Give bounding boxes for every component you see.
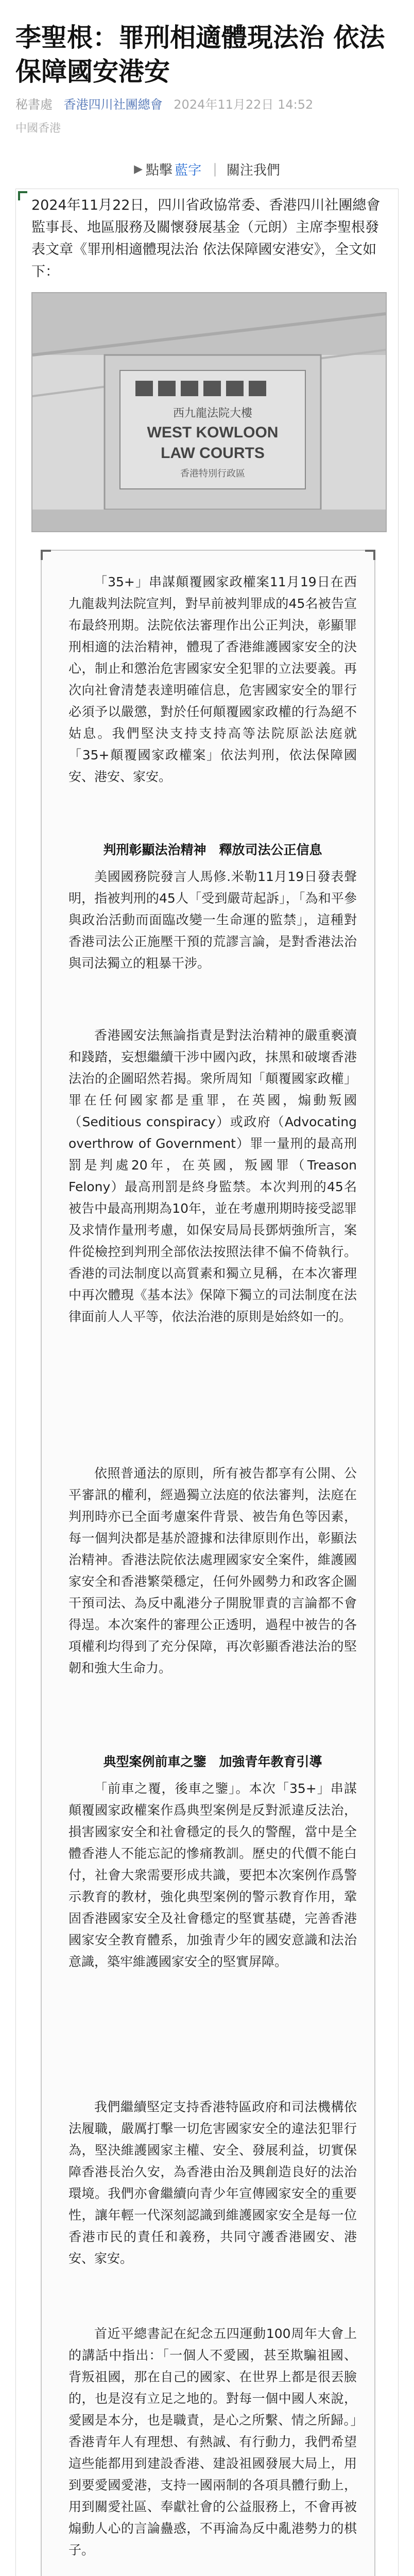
play-arrow-icon: ▶ bbox=[134, 162, 143, 176]
account-link[interactable]: 香港四川社團總會 bbox=[63, 97, 163, 112]
article-body-box bbox=[41, 550, 375, 2576]
publish-location: 中國香港 bbox=[15, 122, 61, 135]
article-meta bbox=[15, 96, 399, 113]
follow-action[interactable]: 關注我們 bbox=[226, 162, 280, 178]
paragraph: 「35+」串謀顛覆國家政權案11月19日在西九龍裁判法院宣判，對早前被判罪成的45名被告宣布最終刑期。法院依法審理作出公正判決，彰顯罪刑相適的法治精神，體現了香港維護國家安全的決心，制止和懲治危害國家安全犯罪的立法要義。再次向社會清楚表達明確信息，危害國家安全的罪行必須予以嚴懲，對於任何顛覆國家政權的行為絕不姑息。我們堅決支持支持高等法院原訟法庭就「35+顛覆國家政權案」依法判刑，依法保障國安、港安、家安。 bbox=[68, 574, 357, 784]
article-intro: 2024年11月22日，四川省政協常委、香港四川社團總會監事長、地區服務及關懷發展基金（元朗）主席李聖根發表文章《罪刑相適體現法治 依法保障國安港安》，全文如下： bbox=[31, 197, 381, 280]
sign-text-line2: 西九龍法院大樓 bbox=[173, 407, 253, 420]
sign-text-line1: 香港特別行政區 bbox=[180, 468, 245, 479]
corner-decoration bbox=[18, 191, 27, 200]
court-photo-illustration bbox=[32, 293, 386, 531]
article-content-box bbox=[15, 189, 399, 2576]
section-heading: 典型案例前車之鑒 加強青年教育引導 bbox=[103, 1754, 322, 1769]
article-author: 秘書處 bbox=[15, 97, 53, 112]
paragraph: 依照普通法的原則，所有被告都享有公開、公平審訊的權利，經過獨立法庭的依法審判，法庭在判刑時亦已全面考慮案件背景、被告角色等因素，每一個判決都是基於證據和法律原則作出，彰顯法治精神。香港法院依法處理國家安全案件，維護國家安全和香港繁榮穩定，任何外國勢力和政客企圖干預司法、為反中亂港分子開脫罪責的言論都不會得逞。本次案件的審理公正透明，過程中被告的各項權利均得到了充分保障，再次彰顯香港法治的堅韌和強大生命力。 bbox=[68, 1466, 357, 1675]
paragraph: 美國國務院發言人馬修.米勒11月19日發表聲明，指被判刑的45人「受到嚴苛起訴」，「為和平參與政治活動而面臨改變一生命運的監禁」，這種對香港司法公正施壓干預的荒謬言論，是對香港法治與司法獨立的粗暴干涉。 bbox=[68, 869, 357, 971]
follow-bar bbox=[15, 155, 399, 183]
box-corner bbox=[365, 550, 375, 560]
sign-text-line3: WEST KOWLOON bbox=[147, 424, 279, 441]
blue-text-link[interactable]: 藍字 bbox=[175, 162, 202, 178]
sign-text-line4: LAW COURTS bbox=[161, 445, 265, 462]
paragraph: 首近平總書記在紀念五四運動100周年大會上的講話中指出：「一個人不愛國，甚至欺騙祖國、背叛祖國，那在自己的國家、在世界上都是很丟臉的，也是沒有立足之地的。對每一個中國人來說，愛國是本分，也是職責，是心之所繫、情之所歸。」香港青年人有理想、有熱誠、有行動力，我們希望這些能都用到建設香港、建設祖國發展大局上，用到要愛國愛港，支持一國兩制的各項具體行動上，用到關愛社區、奉獻社會的公益服務上，不會再被煽動人心的言論蠱惑，不再淪為反中亂港勢力的棋子。 bbox=[68, 2326, 357, 2557]
follow-divider: | bbox=[213, 161, 217, 177]
follow-prefix: 點擊 bbox=[146, 162, 173, 178]
section-heading: 判刑彰顯法治精神 釋放司法公正信息 bbox=[103, 842, 322, 857]
paragraph: 我們繼續堅定支持香港特區政府和司法機構依法履職，嚴厲打擊一切危害國家安全的違法犯罪行為，堅決維護國家主權、安全、發展利益，切實保障香港長治久安，為香港由治及興創造良好的法治環境。我們亦會繼續向青少年宣傳國家安全的重要性，讓年輕一代深刻認識到維護國家安全是每一位香港市民的責任和義務，共同守護香港國安、港安、家安。 bbox=[68, 2099, 357, 2266]
article-title: 李聖根：罪刑相適體現法治 依法保障國安港安 bbox=[15, 23, 385, 87]
paragraph: 「前車之覆，後車之鑒」。本次「35+」串謀顛覆國家政權案作爲典型案例是反對派違反法治，損害國家安全和社會穩定的長久的警醒，當中是全體香港人不能忘記的慘痛教訓。歷史的代價不能白付，社會大衆需要形成共識，要把本次案例作爲警示教育的教材，強化典型案例的警示教育作用，鞏固香港國家安全及社會穩定的堅實基礎，完善香港國家安全教育體系，加強青少年的國安意識和法治意識，築牢維護國家安全的堅實屏障。 bbox=[68, 1781, 357, 1969]
box-corner bbox=[41, 550, 51, 560]
publish-time: 2024年11月22日 14:52 bbox=[174, 97, 314, 112]
paragraph: 香港國安法無論指責是對法治精神的嚴重褻瀆和踐踏，妄想繼續干涉中國內政，抹黑和破壞香港法治的企圖昭然若揭。衆所周知「顛覆國家政權」罪在任何國家都是重罪，在英國，煽動叛國（Seditious conspiracy）或政府（Advocating overthrow of Government）罪一量刑的最高刑罰是判處20年，在英國，叛國罪（Treason Felony）最高刑罰是終身監禁。本次判刑的45名被告中最高刑期為10年，並在考慮刑期時接受認罪及求情作量刑考慮，如保安局局長鄧炳強所言，案件從檢控到判刑全部依法按照法律不偏不倚執行。香港的司法制度以高質素和獨立見稱，在本次審理中再次體現《基本法》保障下獨立的司法制度在法律面前人人平等，依法治港的原則是始終如一的。 bbox=[68, 1028, 357, 1324]
court-building-photo[interactable] bbox=[31, 292, 387, 532]
